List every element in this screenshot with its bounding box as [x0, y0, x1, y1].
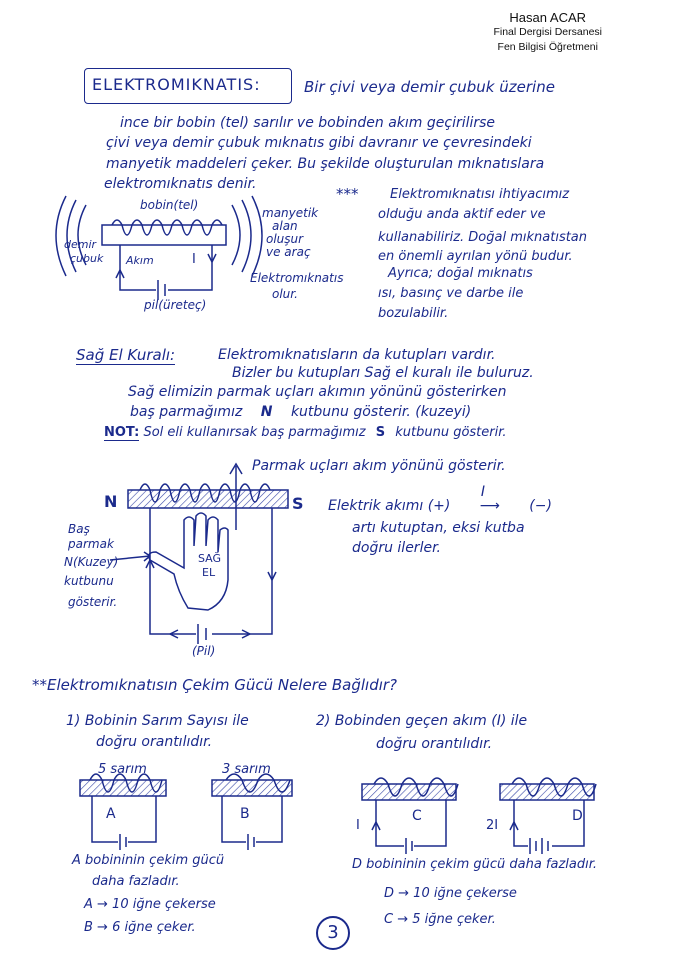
thumb-label-1: Baş: [68, 522, 90, 536]
current-symbol: I: [192, 252, 196, 267]
coil-b-turns: 3 sarım: [222, 762, 271, 777]
coil-d-label: D: [572, 808, 583, 824]
section2-line-3: Sağ elimizin parmak uçları akımın yönünü gösterirken: [128, 384, 507, 400]
note-line-1: Elektromıknatısı ihtiyacımız: [390, 187, 570, 202]
coil-b-label: B: [240, 806, 250, 822]
section3-title: **Elektromıknatısın Çekim Gücü Nelere Bağlıdır?: [32, 676, 398, 694]
right-result-1: D bobininin çekim gücü daha fazladır.: [352, 857, 598, 872]
section1-intro-4: manyetik maddeleri çeker. Bu şekilde oluşturulan mıknatıslara: [106, 156, 545, 172]
note-label: NOT:: [104, 425, 140, 440]
left-result-2: daha fazladır.: [92, 874, 180, 889]
note-bold: S: [375, 425, 386, 440]
rod-label-1: demir: [64, 238, 97, 251]
current-note-line-3: doğru ilerler.: [352, 540, 441, 556]
section1-intro-3: çivi veya demir çubuk mıknatıs gibi davranır ve çevresindeki: [106, 135, 532, 151]
current-note-arrow: ⟶: [479, 498, 500, 514]
note-line-4: en önemli ayrılan yönü budur.: [378, 249, 573, 264]
note-stars: ***: [336, 185, 359, 203]
note-end: kutbunu gösterir.: [395, 425, 507, 440]
note-text: Sol eli kullanırsak baş parmağımız: [143, 425, 366, 440]
current-note-arrow-label: I: [480, 484, 485, 500]
current-note-start: Elektrik akımı (+): [328, 498, 451, 514]
field-label-1: manyetik: [262, 206, 319, 220]
thumb-label-4: kutbunu: [64, 574, 114, 588]
section1-intro-5: elektromıknatıs denir.: [104, 176, 257, 192]
pole-n: N: [104, 492, 118, 511]
thumb-label-2: parmak: [68, 537, 114, 551]
section2-line-2: Bizler bu kutupları Sağ el kuralı ile buluruz.: [232, 365, 534, 381]
hand-label-2: EL: [202, 566, 216, 579]
note-line-3: kullanabiliriz. Doğal mıknatıstan: [378, 230, 588, 245]
section2-line-4-start: baş parmağımız: [130, 404, 243, 420]
left-result-1: A bobininin çekim gücü: [72, 853, 225, 868]
field-label-5: Elektromıknatıs: [250, 271, 344, 285]
bobin-label: bobin(tel): [140, 198, 199, 212]
left-title-1: 1) Bobinin Sarım Sayısı ile: [66, 713, 249, 729]
current-label: Akım: [126, 254, 154, 267]
rod-label-2: çubuk: [70, 252, 104, 265]
right-result-3: C → 5 iğne çeker.: [384, 912, 496, 927]
author-school: Final Dergisi Dersanesi: [493, 26, 602, 38]
field-label-6: olur.: [272, 287, 298, 301]
author-title: Fen Bilgisi Öğretmeni: [497, 41, 598, 53]
thumb-label-5: gösterir.: [68, 595, 118, 609]
right-result-2: D → 10 iğne çekerse: [384, 886, 517, 901]
section1-intro-2: ince bir bobin (tel) sarılır ve bobinden akım geçirilirse: [120, 115, 496, 131]
finger-label: Parmak uçları akım yönünü gösterir.: [252, 458, 506, 474]
right-title-2: doğru orantılıdır.: [376, 736, 493, 752]
pole-s: S: [292, 494, 304, 513]
left-result-4: B → 6 iğne çeker.: [84, 920, 196, 935]
section2-title: Sağ El Kuralı:: [76, 346, 176, 364]
author-name: Hasan ACAR: [509, 10, 587, 25]
note-line-6: ısı, basınç ve darbe ile: [378, 286, 524, 301]
section1-title: ELEKTROMIKNATIS:: [92, 75, 261, 94]
right-title-1: 2) Bobinden geçen akım (I) ile: [316, 713, 528, 729]
section2-line-4-end: kutbunu gösterir. (kuzeyi): [290, 404, 472, 420]
hand-label-1: SAĞ: [198, 552, 222, 565]
thumb-label-3: N(Kuzey): [64, 555, 119, 569]
field-label-2: alan: [272, 219, 298, 233]
note-line-2: olduğu anda aktif eder ve: [378, 207, 546, 222]
section1-intro-1: Bir çivi veya demir çubuk üzerine: [304, 78, 555, 96]
coil-a-label: A: [106, 806, 116, 822]
section2-line-1: Elektromıknatısların da kutupları vardır.: [218, 347, 496, 363]
circuit-battery-label: (Pil): [192, 644, 216, 658]
left-title-2: doğru orantılıdır.: [96, 734, 213, 750]
coil-a-turns: 5 sarım: [98, 762, 147, 777]
field-label-4: ve araç: [266, 245, 311, 259]
page-number: 3: [316, 916, 350, 950]
field-label-3: oluşur: [266, 232, 304, 246]
note-line-5: Ayrıca; doğal mıknatıs: [388, 266, 533, 281]
coil-d-current: 2I: [486, 818, 499, 833]
battery-label: pil(üreteç): [144, 298, 207, 312]
current-note-end: (−): [529, 498, 552, 514]
section2-line-4-n: N: [260, 404, 273, 420]
coil-c-label: C: [412, 808, 422, 824]
current-note-line-2: artı kutuptan, eksi kutba: [352, 520, 525, 536]
left-result-3: A → 10 iğne çekerse: [84, 897, 216, 912]
coil-c-current: I: [356, 818, 360, 833]
note-line-7: bozulabilir.: [378, 306, 449, 321]
